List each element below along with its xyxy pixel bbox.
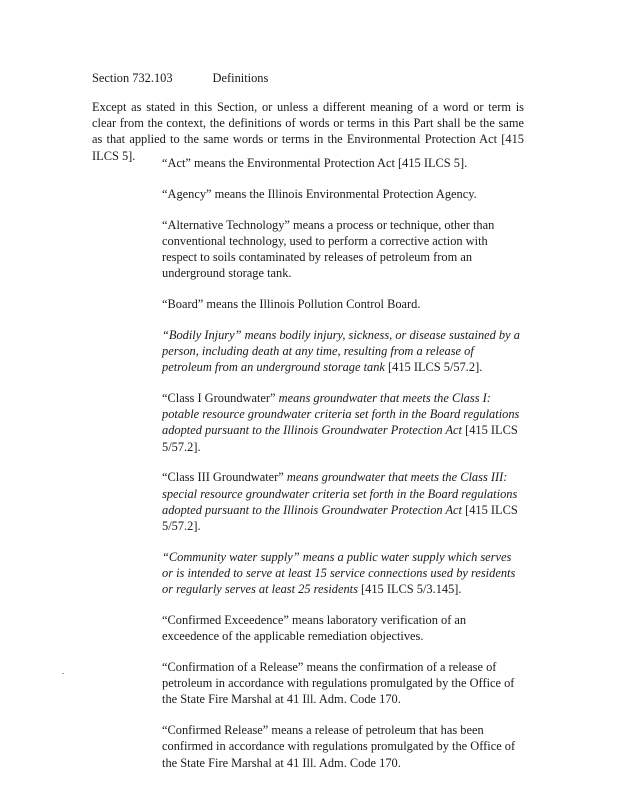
definition-term: “Class I Groundwater” <box>162 391 276 405</box>
definition-term: “Agency” <box>162 186 212 201</box>
section-heading <box>92 70 268 86</box>
definition-confirmed-exceedence <box>162 612 524 644</box>
definition-term: “Alternative Technology” <box>162 217 290 232</box>
definition-term: “Board” <box>162 297 204 311</box>
definition-class-iii-groundwater <box>162 469 524 534</box>
definition-class-i-groundwater <box>162 390 524 455</box>
definition-body: means the confirmation of a release of petroleum in accordance with regulations promulgated by the Office of the State Fire Marshal at 41 Ill. Adm. Code 170. <box>162 660 515 707</box>
definition-body: means a process or technique, other than conventional technology, used to perform a corrective action with respect to soils contaminated by releases of petroleum from an underground storage tank. <box>162 217 495 281</box>
definition-board <box>162 296 524 312</box>
definition-confirmed-release <box>162 722 524 771</box>
definition-citation: [415 ILCS 5/57.2]. <box>384 360 483 375</box>
definition-term: “Confirmed Release” <box>162 723 269 738</box>
definition-alternative-technology <box>162 217 524 282</box>
definition-citation: [415 ILCS 5/57.2]. <box>162 423 518 454</box>
intro-paragraph: Except as stated in this Section, or unless a different meaning of a word or term is clear from the context, the definitions of words or terms in this Part shall be the same as that applied to the same words or terms in the Environmental Protection Act [415 ILCS 5]. <box>92 100 524 163</box>
definition-body: means the Illinois Environmental Protection Agency. <box>211 186 477 201</box>
definition-community-water-supply <box>162 549 524 598</box>
definition-body: means a release of petroleum that has been confirmed in accordance with regulations promulgated by the Office of the State Fire Marshal at 41 Ill. Adm. Code 170. <box>162 723 516 770</box>
definition-citation: [415 ILCS 5/57.2]. <box>162 502 518 534</box>
definition-term-italic: “Bodily Injury” means bodily injury, sickness, or disease sustained by a person, including death at any time, resulting from a release of petroleum from an underground storage tank <box>162 327 520 375</box>
definition-agency <box>162 186 524 202</box>
definition-body: means laboratory verification of an exceedence of the applicable remediation objectives. <box>162 613 467 644</box>
definition-term-italic: “Community water supply” means a public water supply which serves or is intended to serve at least 15 service connections used by residents or regularly serves at least 25 residents <box>162 549 516 597</box>
definitions-list <box>162 155 524 785</box>
definition-term: “Confirmed Exceedence” <box>162 613 289 628</box>
definition-term: “Confirmation of a Release” <box>162 660 304 675</box>
definition-term: “Act” <box>162 156 191 170</box>
definition-term: “Class III Groundwater” <box>162 470 284 485</box>
definition-body-italic: means groundwater that meets the Class III: special resource groundwater criteria set forth in the Board regulations adopted pursuant to the Illinois Groundwater Protection Act <box>162 470 518 517</box>
definition-act <box>162 155 524 171</box>
definition-body-italic: means groundwater that meets the Class I: potable resource groundwater criteria set forth in the Board regulations adopted pursuant to the Illinois Groundwater Protection Act <box>162 391 520 438</box>
definition-bodily-injury <box>162 327 524 376</box>
definition-body: means the Illinois Pollution Control Board. <box>203 297 421 311</box>
definition-body: means the Environmental Protection Act [415 ILCS 5]. <box>190 156 468 170</box>
stray-mark: . <box>62 666 65 676</box>
section-title: Definitions <box>212 71 269 85</box>
section-number: Section 732.103 <box>92 71 173 85</box>
definition-citation: [415 ILCS 5/3.145]. <box>357 582 462 597</box>
definition-confirmation-of-a-release <box>162 659 524 708</box>
